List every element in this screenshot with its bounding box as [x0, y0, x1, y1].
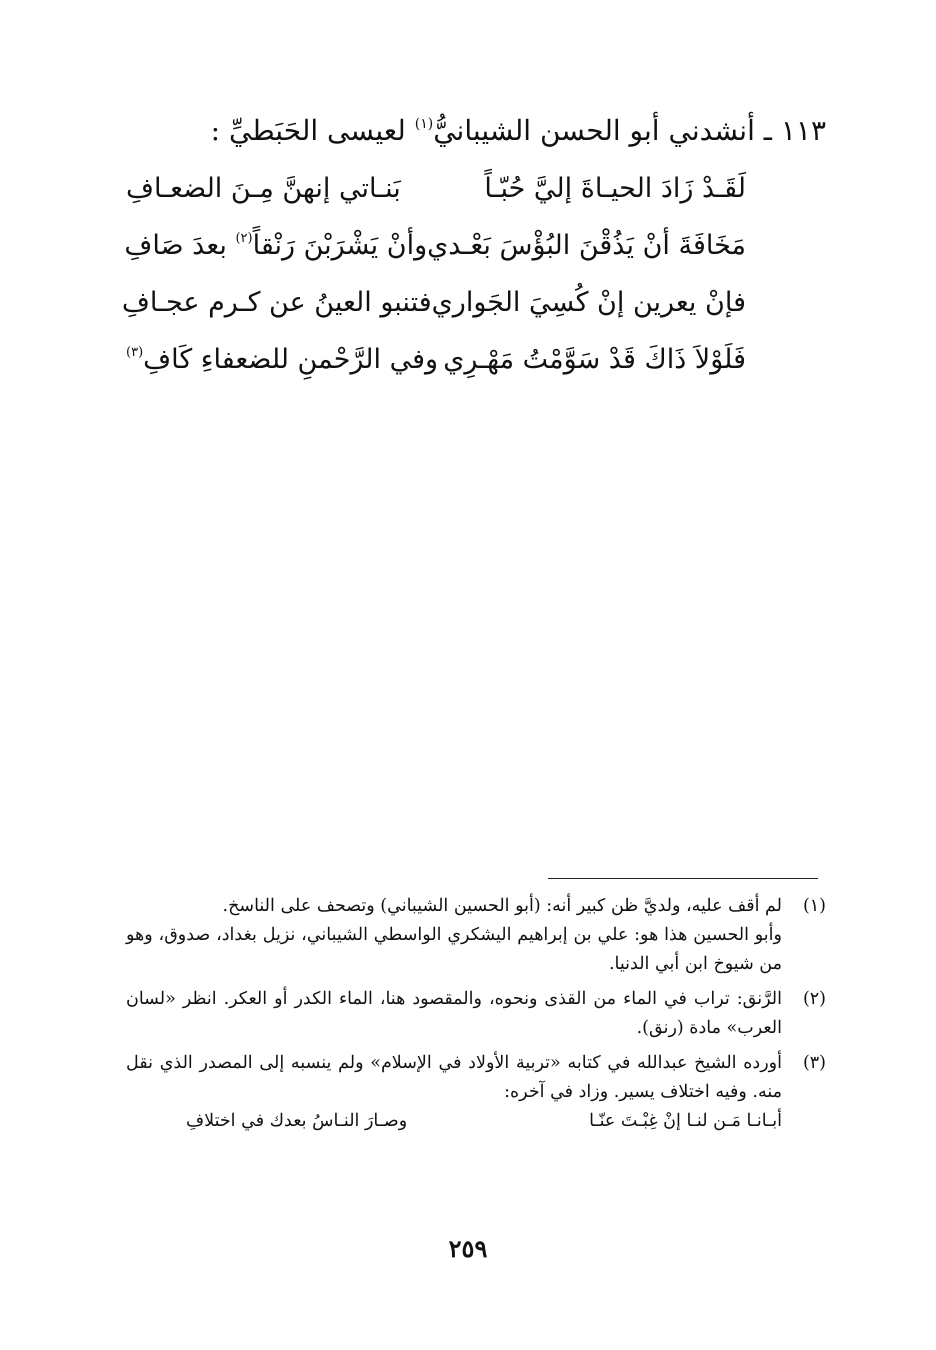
page-number: ٢٥٩	[448, 1234, 488, 1263]
footnote-2	[126, 985, 826, 1043]
heading-text: ١١٣ ـ أنشدني أبو الحسن الشيبانيُّ	[433, 114, 826, 147]
verse-4-second-hemistich: وفي الرَّحْمنِ للضعفاءِ كَافِ	[143, 344, 439, 375]
verse-3-first-hemistich: فإنْ يعرين إنْ كُسِيَ الجَواري	[431, 287, 746, 318]
footnote-1-number: (١)	[802, 896, 826, 916]
footnote-2-number: (٢)	[802, 989, 826, 1009]
heading-footnote-ref[interactable]: (١)	[414, 116, 434, 132]
footnote-3-body	[126, 1049, 782, 1136]
verse-4-first-hemistich: فَلَوْلاَ ذَاكَ قَدْ سَوَّمْتُ مَهْـرِي	[443, 344, 746, 375]
verse-2-footnote-ref[interactable]: (٢)	[235, 231, 253, 246]
verse-4-second-hemistich-wrap	[126, 344, 438, 375]
verse-2-first-hemistich: مَخَافَةَ أنْ يَذُقْنَ البُؤْسَ بَعْـدي	[427, 230, 746, 261]
footnote-3-verse	[186, 1107, 782, 1136]
verse-3-second-hemistich: فتنبو العينُ عن كـرم عجـافِ	[121, 287, 432, 318]
verse-3	[121, 274, 746, 331]
footnote-1-line-1: لم أقف عليه، ولديَّ ظن كبير أنه: (أبو الحسين الشيباني) وتصحف على الناسخ.	[222, 896, 782, 916]
verse-1-second-hemistich: بَنـاتي إنهنَّ مِـنَ الضعـافِ	[126, 173, 401, 204]
verse-2-second-hemistich-end: بعدَ صَافِ	[124, 230, 236, 261]
footnote-1-line-2: وأبو الحسين هذا هو: علي بن إبراهيم اليشكري الواسطي الشيباني، نزيل بغداد، صدوق، وهو من شيوخ ابن أبي الدنيا.	[126, 925, 782, 974]
verse-2-second-hemistich: وأنْ يَشْرَبْنَ رَنْقاً	[252, 230, 428, 261]
footnote-2-body	[126, 985, 782, 1043]
verse-2	[126, 217, 746, 274]
footnote-3-line-1: أورده الشيخ عبدالله في كتابه «تربية الأولاد في الإسلام» ولم ينسبه إلى المصدر الذي نقل منه. وفيه اختلاف يسير. وزاد في آخره:	[126, 1053, 782, 1102]
verse-1-first-hemistich: لَقَـدْ زَادَ الحيـاةَ إليَّ حُبّـاً	[484, 173, 746, 204]
verse-4-footnote-ref[interactable]: (٣)	[126, 345, 144, 360]
footnote-1-body	[126, 892, 782, 979]
footnote-1	[126, 892, 826, 979]
footnote-2-line-1: الرَّنق: تراب في الماء من القذى ونحوه، والمقصود هنا، الماء الكدر أو العكر. انظر «لسان العرب» مادة (رنق).	[126, 989, 782, 1038]
footnote-separator	[548, 878, 818, 879]
footnotes	[126, 892, 826, 1142]
footnote-3	[126, 1049, 826, 1136]
verse-1	[126, 160, 746, 217]
footnote-3-verse-first: أبـانـا مَـن لنـا إنْ غِبْـتَ عنّـا	[589, 1111, 782, 1131]
footnote-3-verse-second: وصـارَ النـاسُ بعدك في اختلافِ	[186, 1111, 408, 1131]
footnote-3-number: (٣)	[802, 1053, 826, 1073]
poem-heading	[106, 102, 826, 153]
verse-2-second-hemistich-wrap	[124, 230, 427, 261]
poem	[121, 160, 746, 388]
heading-text-after: لعيسى الحَبَطيِّ :	[210, 114, 415, 147]
verse-4	[126, 331, 746, 388]
